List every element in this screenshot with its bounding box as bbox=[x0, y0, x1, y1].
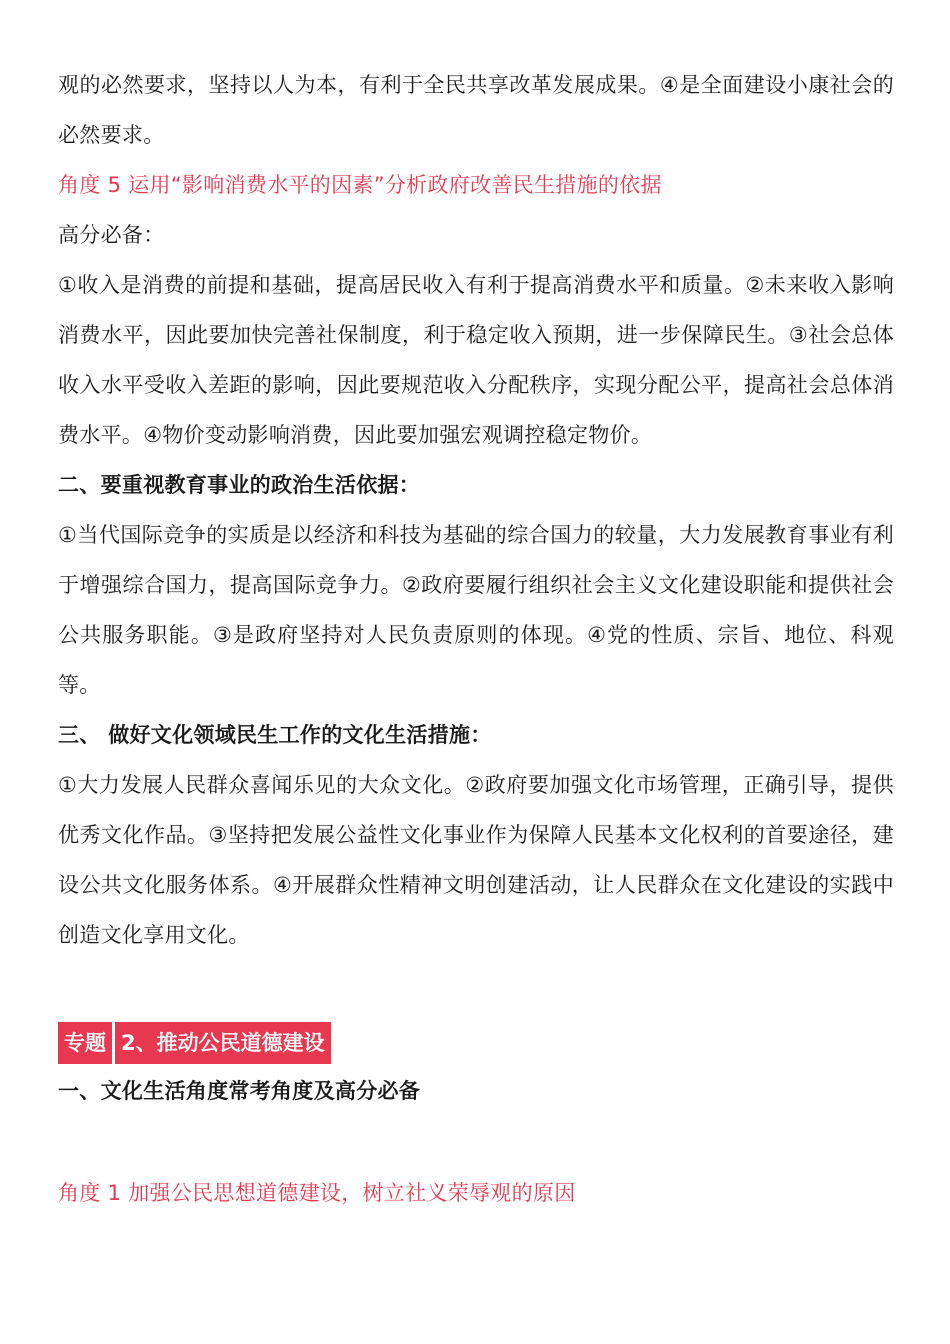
topic-badge bbox=[58, 1020, 894, 1066]
angle-1-heading: 角度 1 加强公民思想道德建设，树立社义荣辱观的原因 bbox=[58, 1181, 576, 1205]
paragraph-culture-measures: ①大力发展人民群众喜闻乐见的大众文化。②政府要加强文化市场管理，正确引导，提供优秀文化作品。③坚持把发展公益性文化事业作为保障人民基本文化权利的首要途径，建设公共文化服务体系。④开展群众性精神文明创建活动，让人民群众在文化建设的实践中创造文化享用文化。 bbox=[58, 773, 894, 947]
paragraph-consumption-factors: ①收入是消费的前提和基础，提高居民收入有利于提高消费水平和质量。②未来收入影响消费水平，因此要加快完善社保制度，利于稳定收入预期，进一步保障民生。③社会总体收入水平受收入差距的影响，因此要规范收入分配秩序，实现分配公平，提高社会总体消费水平。④物价变动影响消费，因此要加强宏观调控稳定物价。 bbox=[58, 273, 894, 447]
must-have-label: 高分必备： bbox=[58, 223, 165, 247]
document-page bbox=[58, 60, 894, 1218]
section-3-heading: 三、 做好文化领域民生工作的文化生活措施： bbox=[58, 723, 492, 747]
paragraph-continuation: 观的必然要求，坚持以人为本，有利于全民共享改革发展成果。④是全面建设小康社会的必然要求。 bbox=[58, 73, 894, 147]
section-2-heading: 二、要重视教育事业的政治生活依据： bbox=[58, 473, 421, 497]
topic-badge-title: 2、推动公民道德建设 bbox=[115, 1022, 331, 1064]
section-1-heading: 一、文化生活角度常考角度及高分必备 bbox=[58, 1079, 421, 1103]
paragraph-education-basis: ①当代国际竞争的实质是以经济和科技为基础的综合国力的较量，大力发展教育事业有利于增强综合国力，提高国际竞争力。②政府要履行组织社会主义文化建设职能和提供社会公共服务职能。③是政府坚持对人民负责原则的体现。④党的性质、宗旨、地位、科观等。 bbox=[58, 523, 894, 697]
topic-badge-label: 专题 bbox=[58, 1022, 112, 1064]
angle-5-heading: 角度 5 运用“影响消费水平的因素”分析政府改善民生措施的依据 bbox=[58, 173, 662, 197]
